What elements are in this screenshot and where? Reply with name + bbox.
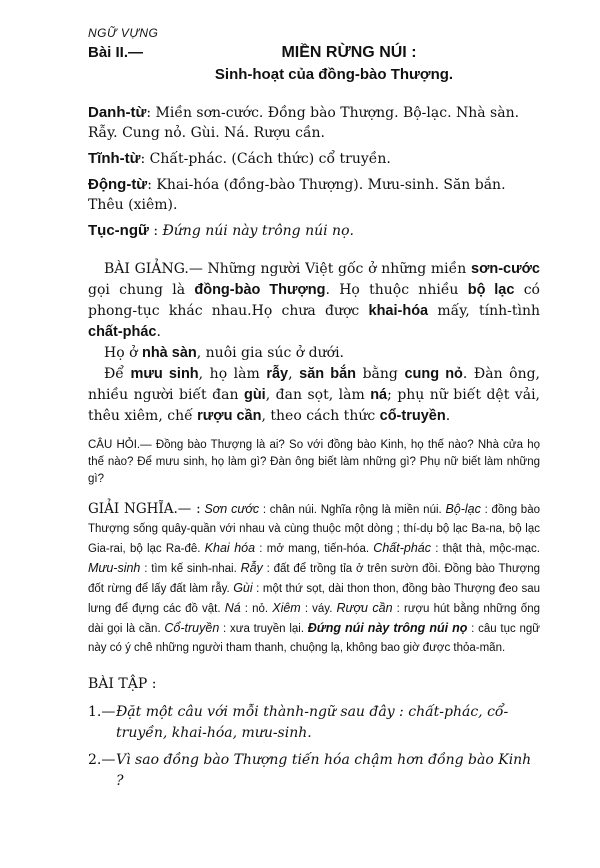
text: .: [445, 408, 451, 424]
exercises-title: BÀI TẬP :: [88, 676, 157, 692]
glossary-def: : rượu hút bằng những ống dài gọi là cần.: [88, 603, 540, 635]
lesson-title: MIỀN RỪNG NÚI :: [281, 44, 417, 61]
keyword: bộ lạc: [467, 282, 515, 298]
keyword: ná: [370, 387, 388, 403]
exercise-item: [88, 750, 540, 792]
text: mấy, tính-tình: [428, 303, 540, 319]
keyword: rượu cần: [197, 408, 262, 424]
explanation-heading: GIẢI NGHĨA.— :: [88, 501, 201, 517]
glossary-def: : mở mang, tiến-hóa.: [255, 543, 374, 555]
noun-label: Danh-từ: [88, 104, 147, 121]
vocab-adjectives: [88, 149, 540, 169]
glossary-def: : váy.: [300, 603, 337, 615]
text: ,: [288, 366, 300, 382]
exercises-list: [88, 702, 540, 792]
text: BÀI GIẢNG.— Những người Việt gốc ở những miền: [104, 261, 471, 277]
glossary-term: Mưu-sinh: [88, 561, 141, 575]
vocab-proverb: [88, 221, 540, 241]
glossary-term: Xiêm: [272, 601, 301, 615]
keyword: khai-hóa: [368, 303, 429, 319]
keyword: cung nỏ: [404, 366, 463, 382]
glossary-term: Chất-phác: [373, 541, 431, 555]
lesson-subtitle: Sinh-hoạt của đồng-bào Thượng.: [214, 66, 454, 83]
exercise-number: 2.—: [88, 752, 116, 768]
text: , họ làm: [198, 366, 267, 382]
adj-text: : Chất-phác. (Cách thức) cổ truyền.: [140, 151, 391, 167]
text: , nuôi gia súc ở dưới.: [196, 345, 344, 361]
glossary-term: Rượu cần: [336, 601, 393, 615]
text: có phong-tục khác nhau.Họ chưa được: [88, 282, 540, 319]
glossary-def: : một thứ sọt, dài thon thon, đồng bào Thượng đeo sau lưng để đựng các đồ vật.: [88, 583, 540, 615]
glossary-def: : câu tục ngữ này có ý chê những người tham thanh, chuộng lạ, không bao giờ được thỏa-mãn.: [88, 623, 540, 654]
glossary-def: : đất để trồng tỉa ở trên sườn đồi. Đồng bào Thượng đốt rừng để lấy đất làm rẫy.: [88, 563, 540, 595]
text: , theo cách thức: [261, 408, 380, 424]
keyword: mưu sinh: [130, 366, 199, 382]
glossary-term: Khai hóa: [204, 541, 256, 555]
glossary-def: : chân núi. Nghĩa rộng là miền núi.: [259, 504, 446, 516]
title-row: [88, 44, 540, 62]
adj-label: Tĩnh-từ: [88, 150, 141, 167]
noun-text: : Miền sơn-cước. Đồng bào Thượng. Bộ-lạc. Nhà sàn. Rẫy. Cung nỏ. Gùi. Ná. Rượu cần.: [88, 105, 520, 141]
keyword: chất-phác: [88, 324, 157, 340]
text: . Đàn ông, nhiều người biết đan: [88, 366, 540, 403]
glossary-term: Bộ-lạc: [445, 502, 481, 516]
lesson-number: Bài II.—: [88, 44, 144, 61]
lesson-paragraph-1: [88, 259, 540, 343]
text: Để: [104, 366, 131, 382]
keyword: gùi: [243, 387, 266, 403]
exercise-text: Đặt một câu với mỗi thành-ngữ sau đây : chất-phác, cổ-truyền, khai-hóa, mưu-sinh.: [116, 704, 509, 741]
keyword: săn bắn: [299, 366, 357, 382]
verb-label: Động-từ: [88, 176, 148, 193]
glossary-def: : nỏ.: [240, 603, 273, 615]
glossary-term: Gùi: [233, 581, 253, 595]
exercise-text: Vì sao đồng bào Thượng tiến hóa chậm hơn đồng bào Kinh ?: [116, 752, 532, 789]
glossary-def: : thật thà, mộc-mạc.: [430, 543, 540, 555]
text: gọi chung là: [88, 282, 195, 298]
glossary-def: : xưa truyền lại.: [219, 623, 308, 635]
exercise-item: [88, 702, 540, 744]
questions-section: CÂU HỎI.— Đồng bào Thượng là ai? So với đồng bào Kinh, họ thế nào? Nhà cửa họ thế nào? Để mưu sinh, họ làm gì? Đàn ông biết làm những gì? Phụ nữ biết làm những gì?: [88, 439, 540, 485]
glossary-term: Rẫy: [240, 561, 263, 575]
explanation-section: [88, 500, 540, 658]
lesson-paragraph-3: [88, 364, 540, 427]
text: bằng: [356, 366, 405, 382]
text: . Họ thuộc nhiều: [325, 282, 468, 298]
glossary-term: Sơn cước: [204, 502, 260, 516]
exercise-number: 1.—: [88, 704, 116, 720]
keyword: đồng-bào Thượng: [194, 282, 326, 298]
proverb-sep: :: [153, 223, 159, 239]
glossary-term: Đứng núi này trông núi nọ: [307, 621, 468, 635]
verb-text: : Khai-hóa (đồng-bào Thượng). Mưu-sinh. Săn bắn. Thêu (xiêm).: [88, 177, 506, 213]
proverb-text: Đứng núi này trông núi nọ.: [162, 223, 354, 239]
glossary-term: Cổ-truyền: [164, 621, 220, 635]
vocab-nouns: [88, 103, 540, 143]
lesson-body: [88, 259, 540, 427]
keyword: nhà sàn: [141, 345, 197, 361]
text: ; phụ nữ biết dệt vải, thêu xiêm, chế: [88, 387, 540, 424]
vocab-verbs: [88, 175, 540, 215]
text: , đan sọt, làm: [265, 387, 371, 403]
glossary-def: : tìm kế sinh-nhai.: [140, 563, 241, 575]
keyword: sơn-cước: [471, 261, 540, 277]
proverb-label: Tục-ngữ: [88, 222, 149, 239]
vocabulary-section: [88, 103, 540, 241]
keyword: rẫy: [266, 366, 289, 382]
glossary-def: : đồng bào Thượng sống quây-quần với nhau và cùng thuộc một dòng ; thí-dụ bộ lạc Ba-na, bộ lạc Gia-rai, bộ lạc Ra-đê.: [88, 504, 540, 555]
text: .: [156, 324, 161, 340]
keyword: cổ-truyền: [379, 408, 446, 424]
lesson-paragraph-2: [88, 343, 540, 364]
glossary-term: Ná: [224, 601, 241, 615]
section-label: NGỮ VỰNG: [88, 26, 159, 40]
text: Họ ở: [104, 345, 142, 361]
